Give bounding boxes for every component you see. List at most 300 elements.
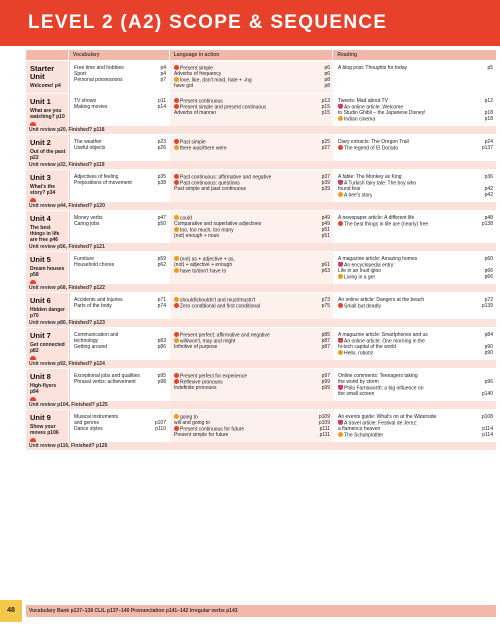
unit-subtitle: What's the story? p34 xyxy=(30,184,56,196)
unit-title-cell xyxy=(26,369,68,401)
item-page: p38 xyxy=(157,180,166,186)
item-label xyxy=(338,116,375,122)
bullet-icon xyxy=(338,221,343,226)
unit-name: Starter Unit xyxy=(30,64,55,81)
item-page: p18 xyxy=(484,110,493,116)
unit-name: Unit 5 xyxy=(30,255,51,264)
item-label xyxy=(338,221,428,227)
list-item xyxy=(334,274,496,280)
item-page: p61 xyxy=(321,262,330,268)
item-text: A newspaper article: A different life xyxy=(338,215,415,221)
unit-title-cell xyxy=(26,211,68,243)
item-label xyxy=(338,391,374,397)
item-text: Present simple xyxy=(180,65,214,71)
item-page: p15 xyxy=(321,104,330,110)
unit-row xyxy=(26,135,496,161)
list-item xyxy=(170,303,333,309)
item-label xyxy=(74,145,105,151)
item-text: Getting around xyxy=(74,344,108,350)
list-item xyxy=(70,104,169,110)
item-page: p11 xyxy=(158,98,166,104)
reading-cell xyxy=(334,94,496,126)
unit-name: Unit 9 xyxy=(30,413,51,422)
item-page: p62 xyxy=(157,262,166,268)
item-text: to Studio Ghibli – the Japanese Disney! xyxy=(338,110,426,116)
header-vocabulary: Vocabulary xyxy=(69,50,169,60)
bullet-icon xyxy=(338,116,343,121)
scope-table xyxy=(26,50,496,624)
item-text: could xyxy=(180,215,192,221)
item-text: Present perfect for experience xyxy=(180,373,247,379)
unit-row xyxy=(26,410,496,442)
item-text: Making movies xyxy=(74,104,108,110)
list-item xyxy=(70,262,169,268)
item-text: A fable: The Monkey as King xyxy=(338,174,402,180)
list-item xyxy=(334,65,496,71)
item-page: p60 xyxy=(484,256,493,262)
item-page: p108 xyxy=(481,414,493,420)
unit-title-cell xyxy=(26,252,68,284)
unit-name: Unit 7 xyxy=(30,331,51,340)
item-page: p36 xyxy=(484,174,493,180)
list-item xyxy=(334,221,496,227)
item-page: p96 xyxy=(484,379,493,385)
item-text: (not) enough + noun xyxy=(174,233,220,239)
item-text: Zero conditional and first conditional xyxy=(180,303,261,309)
unit-subtitle: Hidden danger p70 xyxy=(30,307,66,319)
table-header xyxy=(26,50,496,60)
item-text: Exceptional jobs and qualities xyxy=(74,373,140,379)
list-item xyxy=(334,350,496,356)
page-title: LEVEL 2 (A2) SCOPE & SEQUENCE xyxy=(28,12,388,33)
item-text: will/won't, may and might xyxy=(180,338,236,344)
item-text: (not) as + adjective + as, xyxy=(180,256,235,262)
page-number: 48 xyxy=(0,600,22,622)
list-item xyxy=(170,145,333,151)
item-text: Present simple for future xyxy=(174,432,229,438)
item-text: Philo Farnsworth: a big influence on xyxy=(344,385,424,391)
unit-title-cell xyxy=(26,328,68,360)
item-page: p75 xyxy=(321,303,330,309)
item-page: p5 xyxy=(487,65,493,71)
heart-icon xyxy=(338,104,343,109)
item-text: Tweets: Mad about TV xyxy=(338,98,388,104)
unit-subtitle: Dream houses p58 xyxy=(30,266,65,278)
list-item xyxy=(170,233,333,239)
unit-name: Unit 3 xyxy=(30,173,51,182)
item-label xyxy=(74,262,114,268)
item-page: p49 xyxy=(321,215,330,221)
item-label xyxy=(338,350,373,356)
item-text: Household chores xyxy=(74,262,115,268)
unit-subtitle: Show your moves p106 xyxy=(30,424,59,436)
bullet-icon xyxy=(174,174,179,179)
item-page: p23 xyxy=(157,139,166,145)
item-text: An encyclopedia entry: xyxy=(344,262,395,268)
item-text: (not) + adjective + enough xyxy=(174,262,233,268)
list-item xyxy=(70,303,169,309)
bullet-icon xyxy=(174,373,179,378)
item-text: Sport xyxy=(74,71,86,77)
item-text: Past continuous: questions xyxy=(180,180,240,186)
language-cell xyxy=(170,211,333,243)
item-page: p39 xyxy=(321,186,330,192)
language-cell xyxy=(170,369,333,401)
item-page: p51 xyxy=(321,227,330,233)
item-label xyxy=(338,303,381,309)
item-text: Indian cinema xyxy=(344,116,376,122)
unit-title-cell xyxy=(26,135,68,161)
item-text: The legend of El Dorado xyxy=(344,145,399,151)
bullet-icon xyxy=(338,432,343,437)
bullet-icon xyxy=(174,215,179,220)
item-text: Furniture xyxy=(74,256,95,262)
item-page: p87 xyxy=(321,344,330,350)
item-text: the small screen xyxy=(338,391,375,397)
item-text: Past continuous: affirmative and negative xyxy=(180,174,272,180)
language-cell xyxy=(170,293,333,319)
item-label xyxy=(174,83,193,89)
item-text: have got xyxy=(174,83,194,89)
item-page: p37 xyxy=(321,174,330,180)
item-page: p18 xyxy=(484,116,493,122)
unit-row xyxy=(26,211,496,243)
list-item xyxy=(170,385,333,391)
bullet-icon xyxy=(174,426,179,431)
item-text: there was/there were xyxy=(180,145,227,151)
item-page: p4 xyxy=(160,71,166,77)
unit-review-bar: Unit review p116, Finished? p126 xyxy=(26,442,496,450)
item-label xyxy=(74,221,99,227)
bullet-icon xyxy=(174,227,179,232)
list-item xyxy=(70,145,169,151)
item-page: p72 xyxy=(484,297,493,303)
bullet-icon xyxy=(174,104,179,109)
item-label xyxy=(338,432,383,438)
heart-icon xyxy=(338,385,343,390)
item-page: p59 xyxy=(157,256,166,262)
bullet-icon xyxy=(338,274,343,279)
vocabulary-cell xyxy=(69,293,169,319)
item-text: An online article: One morning in the xyxy=(344,338,425,344)
unit-title-cell xyxy=(26,293,68,319)
list-item xyxy=(70,379,169,385)
unit-subtitle: Welcome! p4 xyxy=(30,83,61,89)
unit-review-bar: Unit review p92, Finished? p124 xyxy=(26,360,496,368)
reading-cell xyxy=(334,211,496,243)
item-page: p24 xyxy=(484,139,493,145)
item-text: Diary extracts: The Oregon Trail xyxy=(338,139,409,145)
item-page: p7 xyxy=(160,77,166,83)
item-page: p90 xyxy=(484,350,493,356)
heart-icon xyxy=(338,180,343,185)
bullet-icon xyxy=(174,297,179,302)
item-text: Parts of the body xyxy=(74,303,112,309)
item-page: p4 xyxy=(160,65,166,71)
item-text: have to/don't have to xyxy=(180,268,227,274)
unit-row xyxy=(26,61,496,93)
unit-review-bar: Unit review p56, Finished? p121 xyxy=(26,243,496,251)
item-text: Accidents and injuries xyxy=(74,297,123,303)
item-page: p86 xyxy=(157,344,166,350)
list-item xyxy=(70,344,169,350)
vocabulary-cell xyxy=(69,94,169,126)
item-text: A blog post: Thoughts for today xyxy=(338,65,408,71)
item-label xyxy=(338,65,407,71)
list-item xyxy=(334,192,496,198)
item-page: p49 xyxy=(321,221,330,227)
item-page: p138 xyxy=(481,221,493,227)
list-item xyxy=(334,145,496,151)
item-label xyxy=(74,303,112,309)
unit-title-cell xyxy=(26,170,68,202)
item-text: Present simple and present continuous xyxy=(180,104,267,110)
item-page: p42 xyxy=(484,186,493,192)
unit-title-cell xyxy=(26,410,68,442)
item-page: p25 xyxy=(321,139,330,145)
unit-subtitle: The best things in life are free p46 xyxy=(30,225,60,243)
language-cell xyxy=(170,170,333,202)
item-label xyxy=(338,145,398,151)
item-text: Present continuous xyxy=(180,98,223,104)
unit-subtitle: High-flyers p94 xyxy=(30,383,57,395)
bullet-icon xyxy=(174,379,179,384)
unit-title-cell xyxy=(26,61,68,93)
bullet-icon xyxy=(338,303,343,308)
list-item xyxy=(170,268,333,274)
bullet-icon xyxy=(338,350,343,355)
item-text: Infinitive of purpose xyxy=(174,344,218,350)
item-page: p8 xyxy=(324,83,330,89)
unit-subtitle: Get connected p82 xyxy=(30,342,65,354)
unit-row xyxy=(26,94,496,126)
vocabulary-cell xyxy=(69,369,169,401)
item-text: TV shows xyxy=(74,98,96,104)
reading-cell xyxy=(334,61,496,93)
unit-subtitle: Out of the past p22 xyxy=(30,149,66,161)
item-page: p12 xyxy=(484,98,493,104)
item-text: Life in an Inuit igloo xyxy=(338,268,382,274)
title-banner xyxy=(0,0,500,46)
item-page: p39 xyxy=(321,180,330,186)
bullet-icon xyxy=(174,65,179,70)
item-page: p42 xyxy=(484,192,493,198)
item-page: p111 xyxy=(319,432,330,438)
bullet-icon xyxy=(174,268,179,273)
list-item xyxy=(170,344,333,350)
unit-row xyxy=(26,369,496,401)
vocabulary-cell xyxy=(69,252,169,284)
item-text: An online article: Welcome xyxy=(344,104,404,110)
item-text: Reflexive pronouns xyxy=(180,379,223,385)
item-text: Prepositions of movement xyxy=(74,180,132,186)
reading-cell xyxy=(334,293,496,319)
item-label xyxy=(74,180,132,186)
item-label xyxy=(74,104,107,110)
header-language: Language in action xyxy=(170,50,333,60)
list-item xyxy=(170,110,333,116)
item-page: p137 xyxy=(481,145,493,151)
item-text: A Turkish fairy tale: The boy who xyxy=(344,180,417,186)
item-text: Present continuous for future xyxy=(180,426,245,432)
item-page: p73 xyxy=(321,297,330,303)
item-page: p50 xyxy=(157,221,166,227)
item-text: will and going to xyxy=(174,420,210,426)
unit-review-bar: Unit review p104, Finished? p125 xyxy=(26,401,496,409)
vocabulary-cell xyxy=(69,135,169,161)
unit-row xyxy=(26,170,496,202)
language-cell xyxy=(170,410,333,442)
item-label xyxy=(174,385,217,391)
unit-name: Unit 2 xyxy=(30,138,51,147)
item-text: Living in a ger xyxy=(344,274,376,280)
item-page: p87 xyxy=(321,338,330,344)
heart-icon xyxy=(338,420,343,425)
unit-row xyxy=(26,293,496,319)
item-text: Adverbs of frequency xyxy=(174,71,222,77)
vocabulary-cell xyxy=(69,410,169,442)
item-page: p95 xyxy=(157,373,166,379)
unit-subtitle: What are you watching? p10 xyxy=(30,108,65,120)
bullet-icon xyxy=(174,139,179,144)
item-page: p114 xyxy=(482,432,493,438)
list-item xyxy=(170,83,333,89)
unit-review-bar: Unit review p20, Finished? p118 xyxy=(26,126,496,134)
item-page: p97 xyxy=(321,373,330,379)
heart-icon xyxy=(338,338,343,343)
item-text: The best things in life are (nearly) free xyxy=(344,221,429,227)
item-page: p14 xyxy=(157,104,166,110)
item-page: p26 xyxy=(157,145,166,151)
bullet-icon xyxy=(174,98,179,103)
item-page: p66 xyxy=(484,268,493,274)
item-page: p111 xyxy=(319,426,330,432)
vocabulary-cell xyxy=(69,328,169,360)
item-text: the world by storm xyxy=(338,379,379,385)
list-item xyxy=(70,180,169,186)
item-label xyxy=(74,344,107,350)
item-text: should/shouldn't and must/mustn't xyxy=(180,297,256,303)
item-page: p6 xyxy=(324,71,330,77)
header-unit-cell xyxy=(26,50,68,60)
item-text: Comparative and superlative adjectives xyxy=(174,221,262,227)
language-cell xyxy=(170,328,333,360)
item-label xyxy=(74,426,103,432)
item-page: p83 xyxy=(157,338,166,344)
item-text: Past simple and past continuous xyxy=(174,186,246,192)
unit-name: Unit 1 xyxy=(30,97,51,106)
reading-cell xyxy=(334,170,496,202)
item-label xyxy=(74,379,136,385)
item-page: p51 xyxy=(321,233,330,239)
item-page: p13 xyxy=(321,98,330,104)
list-item xyxy=(334,432,496,438)
item-text: A bee's story xyxy=(344,192,373,198)
reading-cell xyxy=(334,328,496,360)
unit-title-cell xyxy=(26,94,68,126)
item-text: Indefinite pronouns xyxy=(174,385,217,391)
heart-icon xyxy=(338,262,343,267)
bullet-icon xyxy=(174,338,179,343)
unit-name: Unit 8 xyxy=(30,372,51,381)
language-cell xyxy=(170,61,333,93)
item-text: Personal possessions xyxy=(74,77,123,83)
list-item xyxy=(170,432,333,438)
item-text: Caring jobs xyxy=(74,221,100,227)
item-text: A magazine article: Amazing homes xyxy=(338,256,418,262)
list-item xyxy=(170,186,333,192)
item-text: and genres xyxy=(74,420,100,426)
item-page: p110 xyxy=(155,426,166,432)
unit-row xyxy=(26,252,496,284)
item-text: Musical instruments xyxy=(74,414,119,420)
reading-cell xyxy=(334,252,496,284)
item-page: p15 xyxy=(321,110,330,116)
item-text: a flamenco heaven xyxy=(338,426,381,432)
item-page: p109 xyxy=(318,420,330,426)
item-page: p35 xyxy=(157,174,166,180)
bullet-icon xyxy=(174,332,179,337)
bullet-icon xyxy=(338,145,343,150)
item-label xyxy=(174,344,217,350)
item-text: Present perfect: affirmative and negative xyxy=(180,332,270,338)
item-text: Hello, robots! xyxy=(344,350,374,356)
item-label xyxy=(174,268,226,274)
language-cell xyxy=(170,135,333,161)
item-page: p47 xyxy=(157,215,166,221)
item-page: p98 xyxy=(157,379,166,385)
item-page: p8 xyxy=(324,77,330,83)
item-text: Small but deadly xyxy=(344,303,381,309)
item-page: p109 xyxy=(318,414,330,420)
item-text: Adjectives of feeling xyxy=(74,174,119,180)
list-item xyxy=(334,303,496,309)
item-text: technology xyxy=(74,338,99,344)
item-text: hi-tech capital of the world xyxy=(338,344,397,350)
vocabulary-cell xyxy=(69,170,169,202)
item-page: p84 xyxy=(484,332,493,338)
item-page: p107 xyxy=(154,420,166,426)
bullet-icon xyxy=(174,180,179,185)
item-page: p63 xyxy=(321,268,330,274)
item-label xyxy=(174,432,228,438)
item-page: p27 xyxy=(321,145,330,151)
unit-name: Unit 4 xyxy=(30,214,51,223)
bullet-icon xyxy=(174,77,179,82)
item-label xyxy=(338,192,372,198)
item-text: Money verbs xyxy=(74,215,103,221)
item-page: p90 xyxy=(484,344,493,350)
item-text: Free time and hobbies xyxy=(74,65,124,71)
item-text: love, like, don't mind, hate + -ing xyxy=(180,77,252,83)
item-page: p99 xyxy=(321,379,330,385)
item-text: A magazine article: Smartphones and us xyxy=(338,332,428,338)
unit-review-bar: Unit review p44, Finished? p120 xyxy=(26,202,496,210)
item-page: p85 xyxy=(321,332,330,338)
item-page: p99 xyxy=(321,385,330,391)
item-text: Phrasal verbs: achievement xyxy=(74,379,136,385)
item-text: found fear xyxy=(338,186,361,192)
item-text: Adverbs of manner xyxy=(174,110,217,116)
bullet-icon xyxy=(174,145,179,150)
unit-review-bar: Unit review p80, Finished? p123 xyxy=(26,319,496,327)
item-label xyxy=(174,233,219,239)
unit-review-bar: Unit review p68, Finished? p122 xyxy=(26,284,496,292)
vocabulary-cell xyxy=(69,211,169,243)
item-page: p74 xyxy=(157,303,166,309)
item-text: going to xyxy=(180,414,198,420)
item-text: An online article: Dangers at the beach xyxy=(338,297,425,303)
